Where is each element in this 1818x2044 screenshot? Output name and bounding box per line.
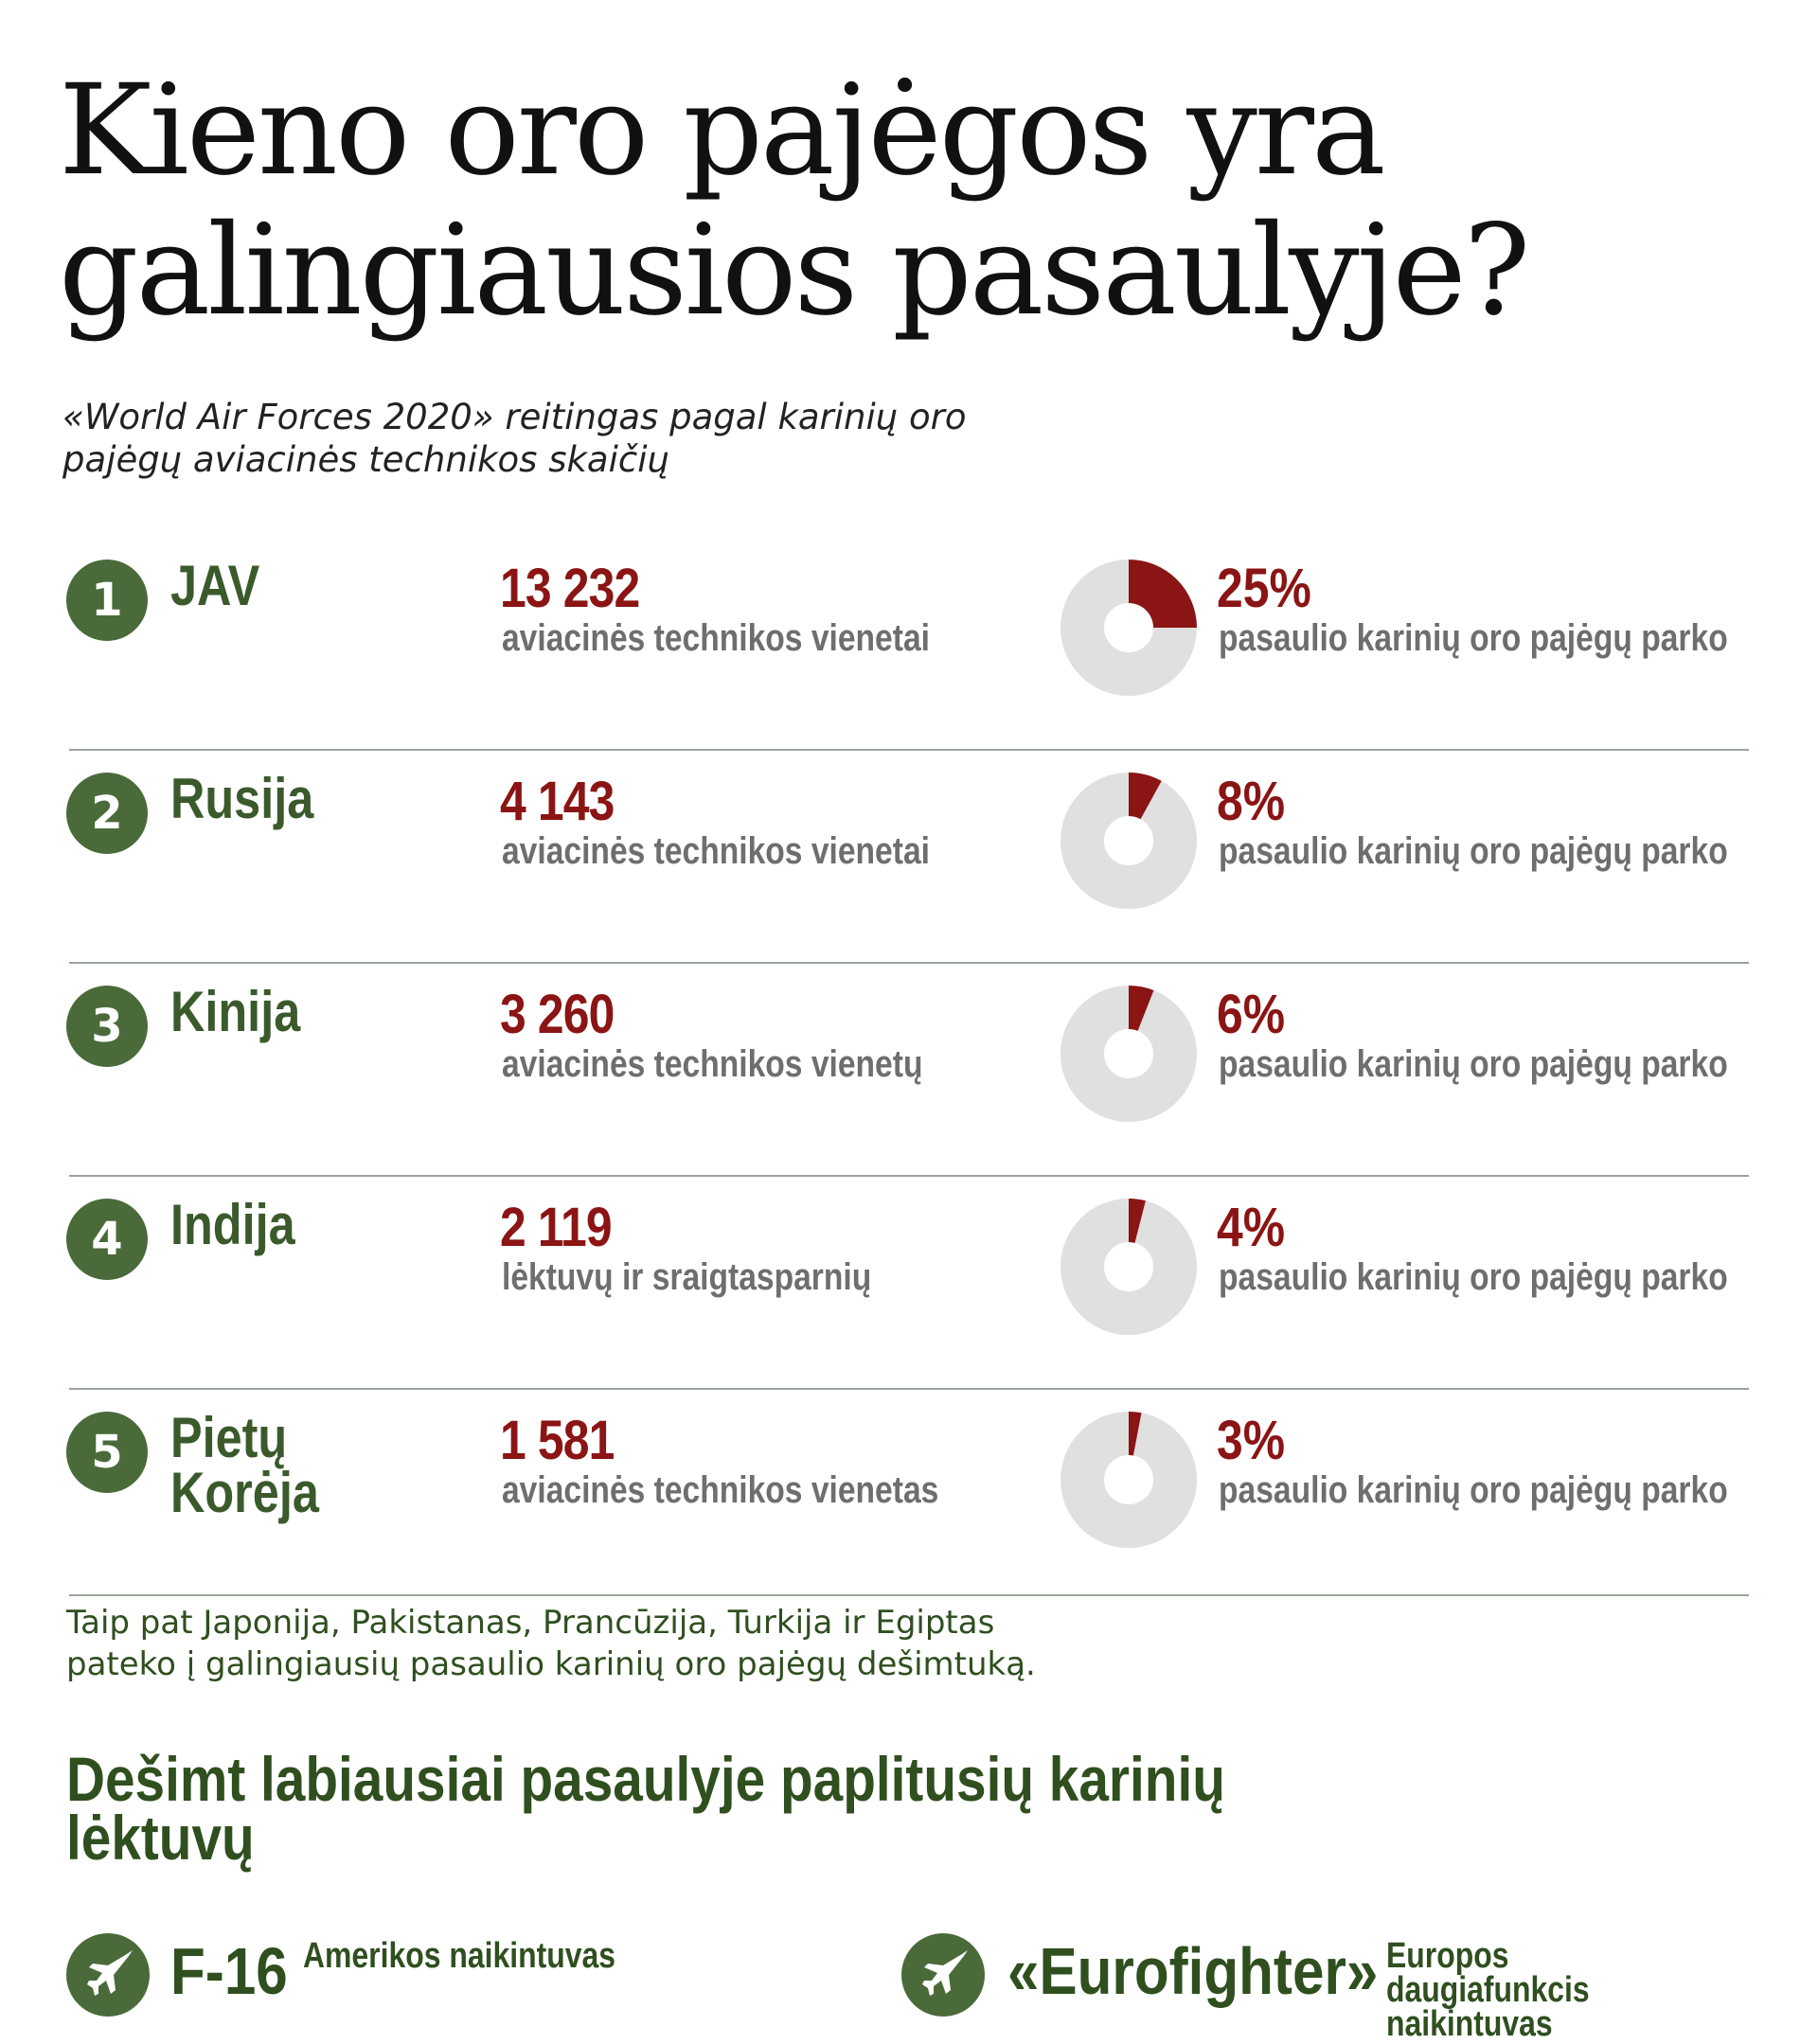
page-title: Kieno oro pajėgos yra galingiausios pasaulyje? bbox=[59, 58, 1528, 344]
rank-badge: 2 bbox=[66, 773, 148, 854]
aircraft-name: F-16 bbox=[170, 1934, 288, 2008]
page-subtitle: «World Air Forces 2020» reitingas pagal karinių oro pajėgų aviacinės technikos skaičių bbox=[62, 397, 967, 480]
share-label: pasaulio karinių oro pajėgų parko bbox=[1219, 1043, 1728, 1085]
share-percent: 6% bbox=[1217, 984, 1286, 1045]
share-label: pasaulio karinių oro pajėgų parko bbox=[1219, 617, 1728, 659]
aircraft-description: Europos daugiafunkcis naikintuvas bbox=[1386, 1936, 1590, 2044]
aircraft-count-unit: aviacinės technikos vienetai bbox=[502, 617, 930, 659]
ranking-list bbox=[0, 538, 1818, 1596]
aircraft-count: 13 232 bbox=[500, 558, 640, 619]
share-percent: 25% bbox=[1217, 558, 1311, 619]
aircraft-name: «Eurofighter» bbox=[1007, 1934, 1379, 2008]
rank-badge: 4 bbox=[66, 1199, 148, 1280]
share-donut-chart bbox=[1058, 1196, 1200, 1338]
share-percent: 8% bbox=[1217, 771, 1286, 832]
aircraft-count-unit: aviacinės technikos vienetas bbox=[502, 1469, 939, 1511]
ranking-row bbox=[0, 1390, 1818, 1596]
aircraft-count-unit: aviacinės technikos vienetų bbox=[502, 1043, 923, 1085]
aircraft-description: Amerikos naikintuvas bbox=[303, 1936, 615, 1976]
ranking-row bbox=[0, 1177, 1818, 1390]
country-name: JAV bbox=[170, 554, 260, 617]
aircraft-count-unit: aviacinės technikos vienetai bbox=[502, 830, 930, 872]
share-label: pasaulio karinių oro pajėgų parko bbox=[1219, 1256, 1728, 1298]
share-label: pasaulio karinių oro pajėgų parko bbox=[1219, 830, 1728, 872]
country-name: Kinija bbox=[170, 980, 301, 1043]
rank-badge: 3 bbox=[66, 986, 148, 1067]
share-donut-chart bbox=[1058, 557, 1200, 699]
country-name: Indija bbox=[170, 1193, 295, 1256]
aircraft-count: 1 581 bbox=[500, 1410, 615, 1471]
share-percent: 3% bbox=[1217, 1410, 1286, 1471]
share-donut-chart bbox=[1058, 983, 1200, 1125]
aircraft-count: 4 143 bbox=[500, 771, 615, 832]
fighter-jet-icon bbox=[901, 1933, 985, 2017]
donut-share-slice bbox=[1129, 560, 1197, 628]
share-donut-chart bbox=[1058, 770, 1200, 912]
share-label: pasaulio karinių oro pajėgų parko bbox=[1219, 1469, 1728, 1511]
country-name: Pietų Korėja bbox=[170, 1406, 319, 1524]
ranking-row bbox=[0, 751, 1818, 964]
aircraft-count-unit: lėktuvų ir sraigtasparnių bbox=[502, 1256, 872, 1298]
ranking-row bbox=[0, 538, 1818, 751]
share-donut-chart bbox=[1058, 1409, 1200, 1551]
section-title: Dešimt labiausiai pasaulyje paplitusių karinių lėktuvų bbox=[66, 1744, 1225, 1873]
rank-badge: 5 bbox=[66, 1412, 148, 1493]
fighter-jet-icon bbox=[66, 1933, 150, 2017]
aircraft-count: 3 260 bbox=[500, 984, 615, 1045]
share-percent: 4% bbox=[1217, 1197, 1286, 1258]
rank-badge: 1 bbox=[66, 560, 148, 641]
row-divider bbox=[69, 1594, 1749, 1596]
ranking-row bbox=[0, 964, 1818, 1177]
aircraft-count: 2 119 bbox=[500, 1197, 612, 1258]
footer-note: Taip pat Japonija, Pakistanas, Prancūzija, Turkija ir Egiptas pateko į galingiausių pasaulio karinių oro pajėgų dešimtuką. bbox=[66, 1604, 1036, 1683]
country-name: Rusija bbox=[170, 767, 314, 830]
